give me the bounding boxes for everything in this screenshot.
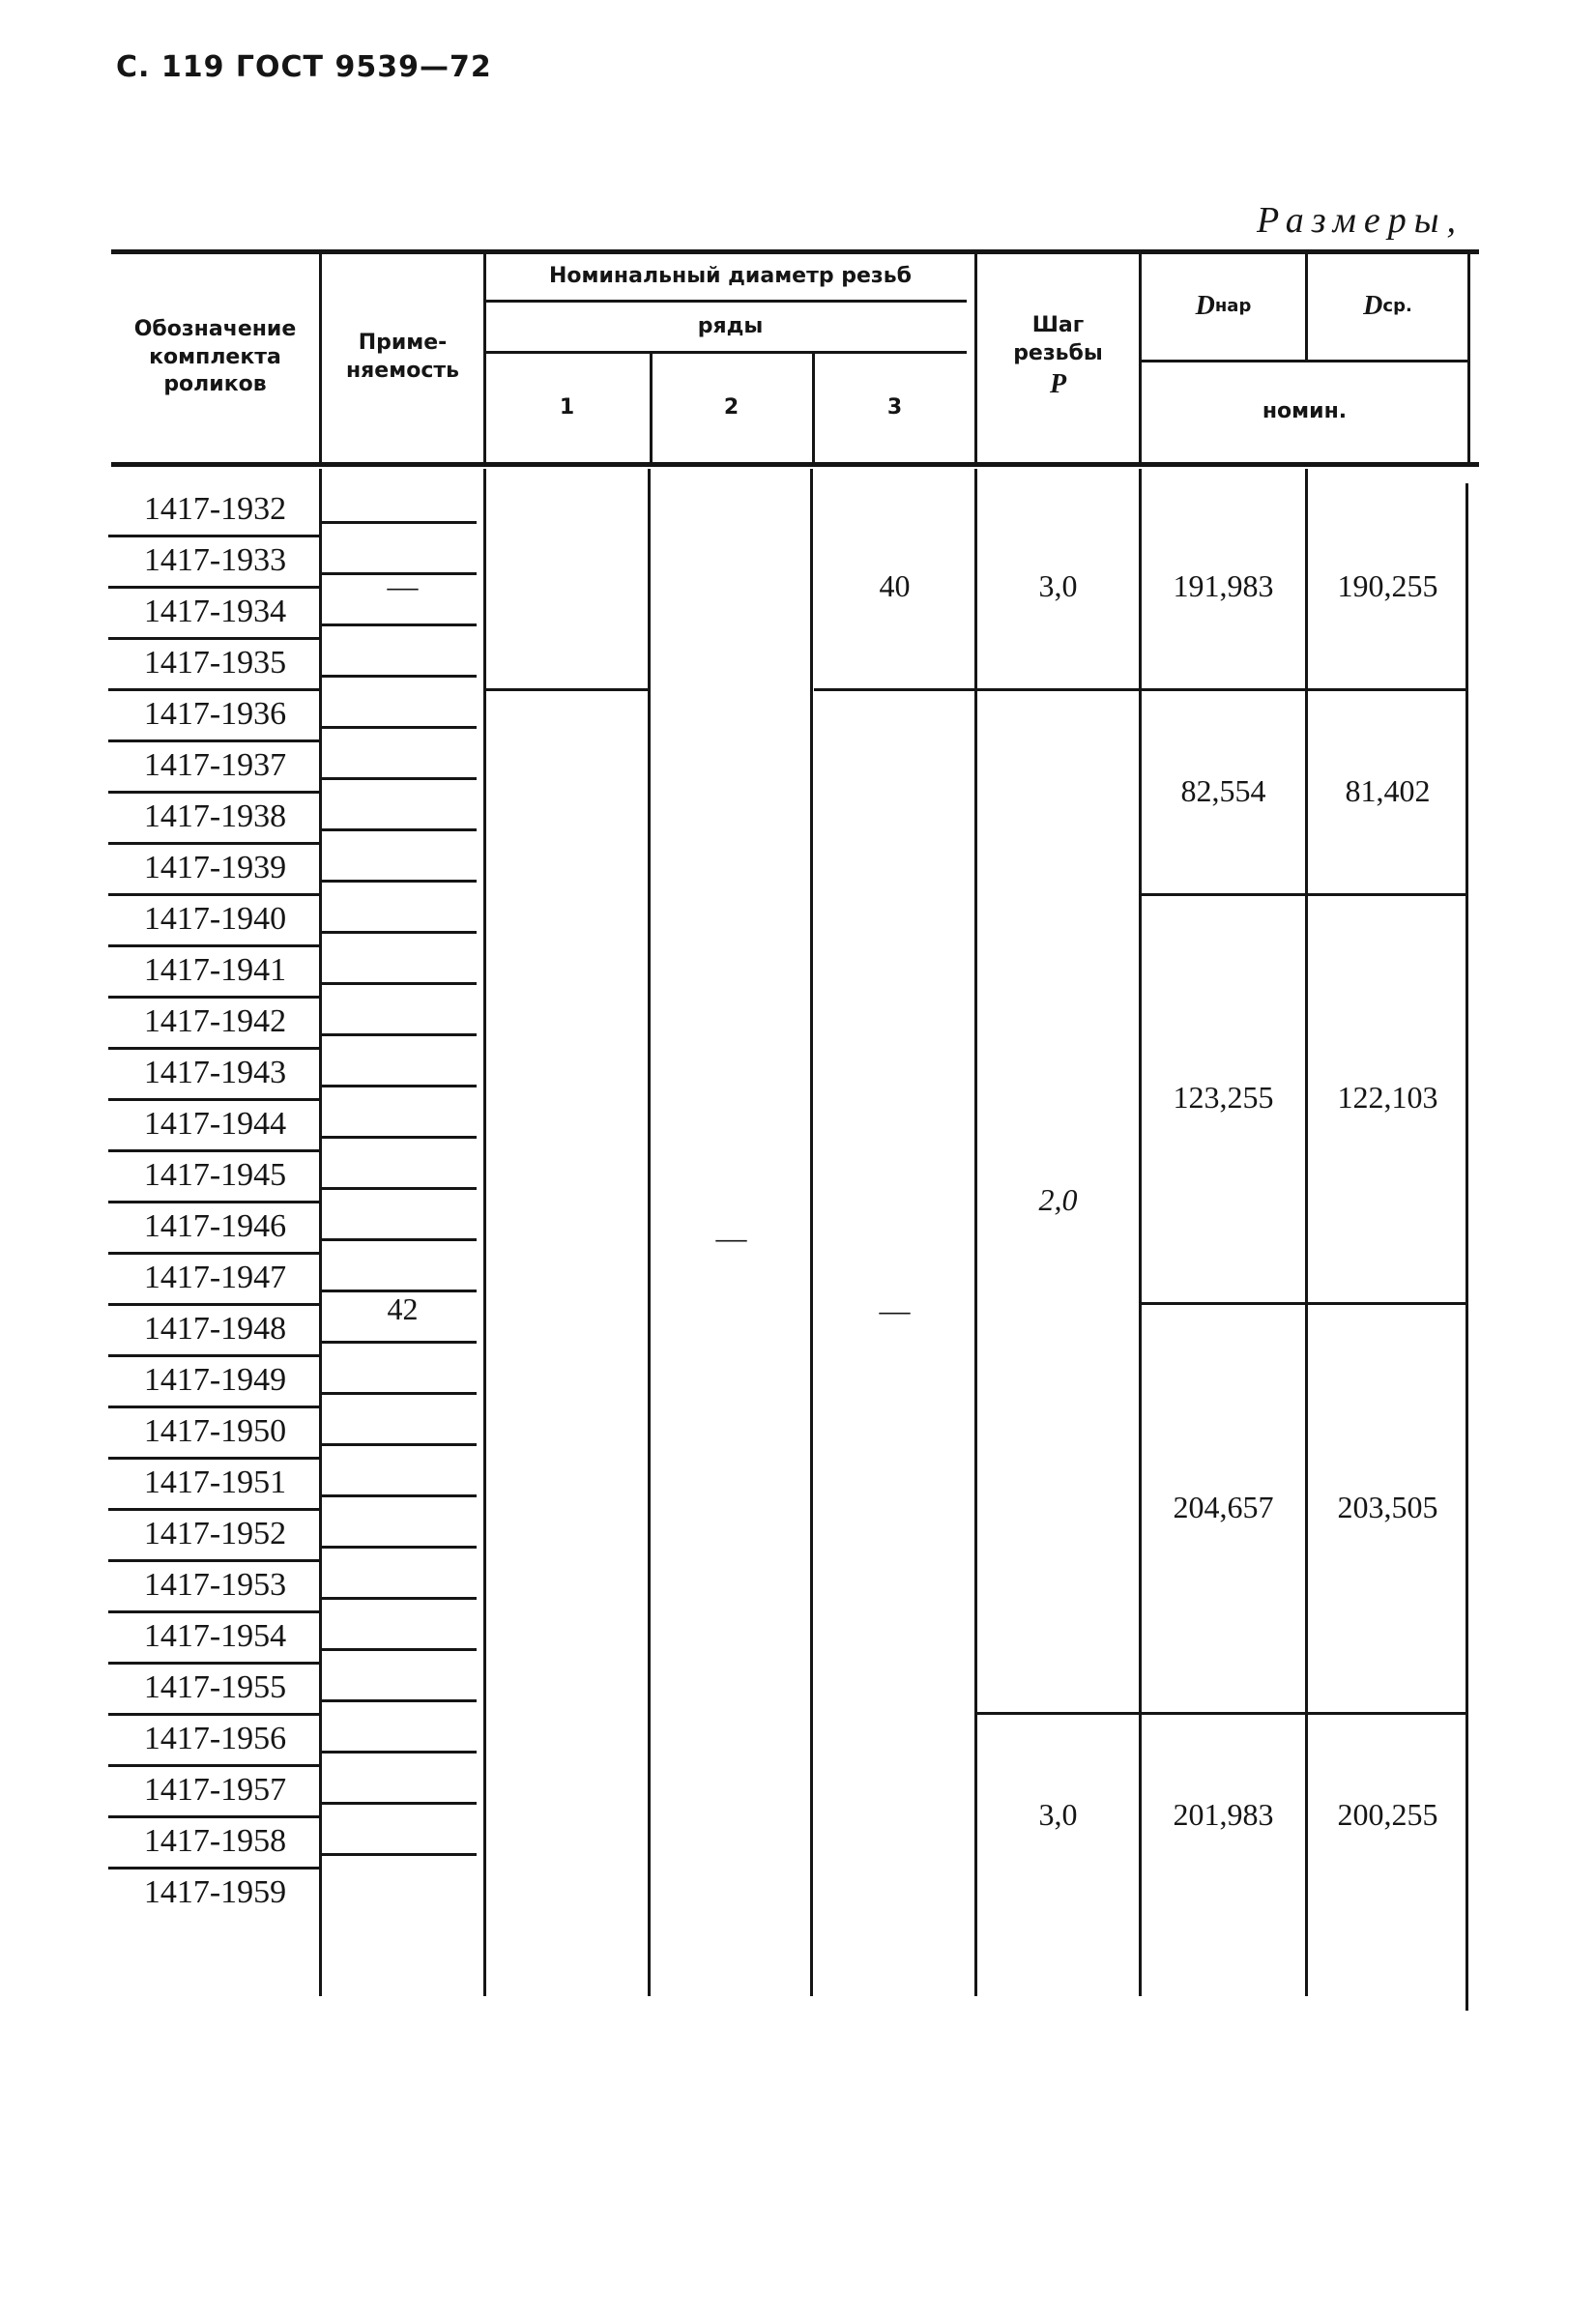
table-row-code: 1417-1944 [143,1105,287,1142]
table-row-code: 1417-1945 [143,1156,287,1193]
table-row-code: 1417-1955 [143,1668,287,1705]
header-nominal: номин. [1262,399,1348,424]
pitch-symbol: P [1049,369,1067,400]
row3-rest-dash: — [879,1292,911,1327]
table-row-code: 1417-1949 [143,1361,287,1398]
d-outer-subscript: нар [1214,296,1252,317]
row1-main-value: 42 [387,1290,419,1326]
group-rule-row1 [485,688,648,691]
table-row-code: 1417-1938 [143,797,287,834]
header-row-3: 3 [886,394,903,420]
d-outer-value-1: 191,983 [1173,567,1274,603]
pitch-bottom-value: 3,0 [1038,1796,1078,1832]
row3-top-value: 40 [879,567,911,603]
d-mean-value-2: 81,402 [1345,772,1431,808]
d-outer-value-5: 201,983 [1173,1796,1274,1832]
header-nominal-diameter: Номинальный диаметр резьб [549,263,912,288]
table-row-code: 1417-1954 [143,1617,287,1654]
d-outer-value-4: 204,657 [1173,1489,1274,1524]
header-d-mean: D ср. [1363,290,1412,321]
table-row-code: 1417-1932 [143,490,287,527]
table-row-code: 1417-1946 [143,1207,287,1244]
table-row-code: 1417-1951 [143,1464,287,1500]
table-row-code: 1417-1959 [143,1873,287,1910]
header-d-outer: D нар [1195,290,1252,321]
d-mean-value-5: 200,255 [1337,1796,1438,1832]
table-row-code: 1417-1934 [143,593,287,629]
d-mean-value-3: 122,103 [1337,1080,1438,1115]
table-row-code: 1417-1937 [143,746,287,783]
d-mean-value-1: 190,255 [1337,567,1438,603]
table-row-code: 1417-1953 [143,1566,287,1603]
table-row-code: 1417-1947 [143,1259,287,1295]
table-row-code: 1417-1935 [143,644,287,681]
header-vline-8 [1467,253,1470,462]
table-row-code: 1417-1957 [143,1771,287,1808]
header-rows-label: ряды [697,313,764,338]
table-row-code: 1417-1939 [143,849,287,885]
d-mean-subscript: ср. [1382,296,1412,317]
header-bottom-rule [111,462,1479,467]
table-row-code: 1417-1936 [143,695,287,732]
d-mean-value-4: 203,505 [1337,1489,1438,1524]
table-row-code: 1417-1943 [143,1054,287,1090]
row2-dash: — [715,1219,747,1255]
header-designation: Обозначение комплекта роликов [133,317,297,397]
table-row-code: 1417-1958 [143,1822,287,1859]
body-vline-2 [483,469,486,1996]
row1-top-dash: — [387,567,419,603]
table-row-code: 1417-1952 [143,1515,287,1551]
table-row-code: 1417-1948 [143,1310,287,1347]
header-pitch: Шаг резьбы P [977,253,1139,462]
header-row-1: 1 [559,394,575,420]
d-outer-value-2: 82,554 [1180,772,1266,808]
table-row-code: 1417-1950 [143,1412,287,1449]
table-row-code: 1417-1940 [143,900,287,937]
pitch-mid-value: 2,0 [1038,1182,1078,1217]
d-outer-value-3: 123,255 [1173,1080,1274,1115]
units-caption: Размеры, [1257,200,1464,241]
header-row-2: 2 [723,394,740,420]
pitch-top-value: 3,0 [1038,567,1078,603]
page-header: С. 119 ГОСТ 9539—72 [116,50,492,84]
table-row-code: 1417-1941 [143,951,287,988]
header-applicability: Приме- няемость [345,331,460,383]
table-row-code: 1417-1933 [143,541,287,578]
table-row-code: 1417-1942 [143,1002,287,1039]
table-row-code: 1417-1956 [143,1720,287,1756]
